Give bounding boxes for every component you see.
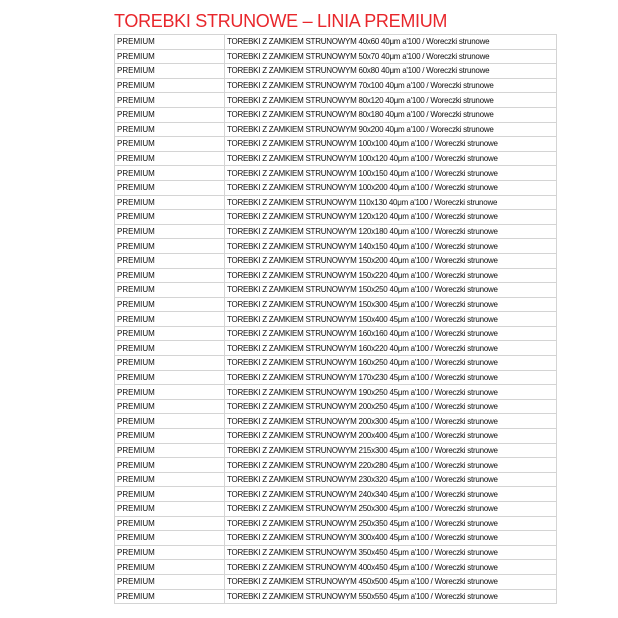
table-row — [115, 268, 557, 283]
table-row — [115, 166, 557, 181]
product-table-body — [115, 35, 557, 604]
product-description-cell: TOREBKI Z ZAMKIEM STRUNOWYM 350x450 45μm a'100 / Woreczki strunowe — [225, 545, 557, 560]
product-description-cell: TOREBKI Z ZAMKIEM STRUNOWYM 40x60 40μm a'100 / Woreczki strunowe — [225, 35, 557, 50]
product-table — [114, 34, 557, 604]
product-description-cell: TOREBKI Z ZAMKIEM STRUNOWYM 250x350 45μm a'100 / Woreczki strunowe — [225, 516, 557, 531]
table-row — [115, 326, 557, 341]
table-row — [115, 472, 557, 487]
product-description-cell: TOREBKI Z ZAMKIEM STRUNOWYM 100x120 40μm a'100 / Woreczki strunowe — [225, 151, 557, 166]
product-line-cell: PREMIUM — [115, 472, 225, 487]
table-row — [115, 399, 557, 414]
product-line-cell: PREMIUM — [115, 326, 225, 341]
product-line-cell: PREMIUM — [115, 122, 225, 137]
table-row — [115, 107, 557, 122]
product-line-cell: PREMIUM — [115, 560, 225, 575]
product-line-cell: PREMIUM — [115, 93, 225, 108]
product-description-cell: TOREBKI Z ZAMKIEM STRUNOWYM 160x220 40μm a'100 / Woreczki strunowe — [225, 341, 557, 356]
product-line-cell: PREMIUM — [115, 341, 225, 356]
product-line-cell: PREMIUM — [115, 78, 225, 93]
product-description-cell: TOREBKI Z ZAMKIEM STRUNOWYM 60x80 40μm a'100 / Woreczki strunowe — [225, 64, 557, 79]
table-row — [115, 35, 557, 50]
table-row — [115, 502, 557, 517]
product-description-cell: TOREBKI Z ZAMKIEM STRUNOWYM 100x100 40μm a'100 / Woreczki strunowe — [225, 137, 557, 152]
table-row — [115, 574, 557, 589]
table-row — [115, 195, 557, 210]
product-line-cell: PREMIUM — [115, 283, 225, 298]
product-line-cell: PREMIUM — [115, 151, 225, 166]
product-line-cell: PREMIUM — [115, 516, 225, 531]
product-line-cell: PREMIUM — [115, 107, 225, 122]
product-description-cell: TOREBKI Z ZAMKIEM STRUNOWYM 80x180 40μm a'100 / Woreczki strunowe — [225, 107, 557, 122]
product-line-cell: PREMIUM — [115, 180, 225, 195]
table-row — [115, 531, 557, 546]
product-line-cell: PREMIUM — [115, 239, 225, 254]
table-row — [115, 312, 557, 327]
product-description-cell: TOREBKI Z ZAMKIEM STRUNOWYM 450x500 45μm a'100 / Woreczki strunowe — [225, 574, 557, 589]
product-description-cell: TOREBKI Z ZAMKIEM STRUNOWYM 50x70 40μm a'100 / Woreczki strunowe — [225, 49, 557, 64]
product-description-cell: TOREBKI Z ZAMKIEM STRUNOWYM 250x300 45μm a'100 / Woreczki strunowe — [225, 502, 557, 517]
product-description-cell: TOREBKI Z ZAMKIEM STRUNOWYM 120x180 40μm a'100 / Woreczki strunowe — [225, 224, 557, 239]
product-description-cell: TOREBKI Z ZAMKIEM STRUNOWYM 300x400 45μm a'100 / Woreczki strunowe — [225, 531, 557, 546]
table-row — [115, 137, 557, 152]
table-row — [115, 516, 557, 531]
product-description-cell: TOREBKI Z ZAMKIEM STRUNOWYM 170x230 45μm a'100 / Woreczki strunowe — [225, 370, 557, 385]
product-line-cell: PREMIUM — [115, 385, 225, 400]
product-line-cell: PREMIUM — [115, 589, 225, 604]
product-description-cell: TOREBKI Z ZAMKIEM STRUNOWYM 220x280 45μm a'100 / Woreczki strunowe — [225, 458, 557, 473]
product-line-cell: PREMIUM — [115, 137, 225, 152]
table-row — [115, 356, 557, 371]
product-description-cell: TOREBKI Z ZAMKIEM STRUNOWYM 150x300 45μm a'100 / Woreczki strunowe — [225, 297, 557, 312]
product-line-cell: PREMIUM — [115, 253, 225, 268]
product-line-cell: PREMIUM — [115, 210, 225, 225]
product-description-cell: TOREBKI Z ZAMKIEM STRUNOWYM 160x250 40μm a'100 / Woreczki strunowe — [225, 356, 557, 371]
product-line-cell: PREMIUM — [115, 356, 225, 371]
product-line-cell: PREMIUM — [115, 429, 225, 444]
table-row — [115, 93, 557, 108]
product-line-cell: PREMIUM — [115, 224, 225, 239]
table-row — [115, 589, 557, 604]
table-row — [115, 78, 557, 93]
table-row — [115, 429, 557, 444]
product-line-cell: PREMIUM — [115, 545, 225, 560]
product-line-cell: PREMIUM — [115, 312, 225, 327]
document-title: TOREBKI STRUNOWE – LINIA PREMIUM — [114, 11, 448, 31]
product-description-cell: TOREBKI Z ZAMKIEM STRUNOWYM 550x550 45μm a'100 / Woreczki strunowe — [225, 589, 557, 604]
product-description-cell: TOREBKI Z ZAMKIEM STRUNOWYM 160x160 40μm a'100 / Woreczki strunowe — [225, 326, 557, 341]
table-row — [115, 487, 557, 502]
product-description-cell: TOREBKI Z ZAMKIEM STRUNOWYM 80x120 40μm a'100 / Woreczki strunowe — [225, 93, 557, 108]
product-line-cell: PREMIUM — [115, 443, 225, 458]
product-description-cell: TOREBKI Z ZAMKIEM STRUNOWYM 190x250 45μm a'100 / Woreczki strunowe — [225, 385, 557, 400]
table-row — [115, 458, 557, 473]
product-description-cell: TOREBKI Z ZAMKIEM STRUNOWYM 150x200 40μm a'100 / Woreczki strunowe — [225, 253, 557, 268]
table-row — [115, 414, 557, 429]
product-description-cell: TOREBKI Z ZAMKIEM STRUNOWYM 215x300 45μm a'100 / Woreczki strunowe — [225, 443, 557, 458]
product-description-cell: TOREBKI Z ZAMKIEM STRUNOWYM 200x250 45μm a'100 / Woreczki strunowe — [225, 399, 557, 414]
product-line-cell: PREMIUM — [115, 370, 225, 385]
product-description-cell: TOREBKI Z ZAMKIEM STRUNOWYM 200x300 45μm a'100 / Woreczki strunowe — [225, 414, 557, 429]
product-line-cell: PREMIUM — [115, 574, 225, 589]
product-description-cell: TOREBKI Z ZAMKIEM STRUNOWYM 240x340 45μm a'100 / Woreczki strunowe — [225, 487, 557, 502]
table-row — [115, 180, 557, 195]
table-row — [115, 49, 557, 64]
product-line-cell: PREMIUM — [115, 487, 225, 502]
table-row — [115, 560, 557, 575]
table-row — [115, 283, 557, 298]
product-line-cell: PREMIUM — [115, 49, 225, 64]
product-description-cell: TOREBKI Z ZAMKIEM STRUNOWYM 230x320 45μm a'100 / Woreczki strunowe — [225, 472, 557, 487]
table-row — [115, 64, 557, 79]
product-description-cell: TOREBKI Z ZAMKIEM STRUNOWYM 90x200 40μm a'100 / Woreczki strunowe — [225, 122, 557, 137]
table-row — [115, 210, 557, 225]
product-line-cell: PREMIUM — [115, 399, 225, 414]
table-row — [115, 239, 557, 254]
table-row — [115, 253, 557, 268]
table-row — [115, 385, 557, 400]
product-description-cell: TOREBKI Z ZAMKIEM STRUNOWYM 120x120 40μm a'100 / Woreczki strunowe — [225, 210, 557, 225]
product-description-cell: TOREBKI Z ZAMKIEM STRUNOWYM 140x150 40μm a'100 / Woreczki strunowe — [225, 239, 557, 254]
table-row — [115, 545, 557, 560]
product-line-cell: PREMIUM — [115, 458, 225, 473]
product-description-cell: TOREBKI Z ZAMKIEM STRUNOWYM 150x220 40μm a'100 / Woreczki strunowe — [225, 268, 557, 283]
table-row — [115, 443, 557, 458]
product-line-cell: PREMIUM — [115, 414, 225, 429]
product-line-cell: PREMIUM — [115, 531, 225, 546]
table-row — [115, 122, 557, 137]
table-row — [115, 341, 557, 356]
table-row — [115, 151, 557, 166]
product-line-cell: PREMIUM — [115, 166, 225, 181]
product-description-cell: TOREBKI Z ZAMKIEM STRUNOWYM 150x400 45μm a'100 / Woreczki strunowe — [225, 312, 557, 327]
product-line-cell: PREMIUM — [115, 502, 225, 517]
product-line-cell: PREMIUM — [115, 195, 225, 210]
product-description-cell: TOREBKI Z ZAMKIEM STRUNOWYM 150x250 40μm a'100 / Woreczki strunowe — [225, 283, 557, 298]
product-description-cell: TOREBKI Z ZAMKIEM STRUNOWYM 100x150 40μm a'100 / Woreczki strunowe — [225, 166, 557, 181]
product-description-cell: TOREBKI Z ZAMKIEM STRUNOWYM 110x130 40μm a'100 / Woreczki strunowe — [225, 195, 557, 210]
table-row — [115, 297, 557, 312]
product-description-cell: TOREBKI Z ZAMKIEM STRUNOWYM 70x100 40μm a'100 / Woreczki strunowe — [225, 78, 557, 93]
table-row — [115, 370, 557, 385]
product-description-cell: TOREBKI Z ZAMKIEM STRUNOWYM 400x450 45μm a'100 / Woreczki strunowe — [225, 560, 557, 575]
product-description-cell: TOREBKI Z ZAMKIEM STRUNOWYM 100x200 40μm a'100 / Woreczki strunowe — [225, 180, 557, 195]
product-line-cell: PREMIUM — [115, 64, 225, 79]
table-row — [115, 224, 557, 239]
product-line-cell: PREMIUM — [115, 35, 225, 50]
product-line-cell: PREMIUM — [115, 297, 225, 312]
product-line-cell: PREMIUM — [115, 268, 225, 283]
product-description-cell: TOREBKI Z ZAMKIEM STRUNOWYM 200x400 45μm a'100 / Woreczki strunowe — [225, 429, 557, 444]
